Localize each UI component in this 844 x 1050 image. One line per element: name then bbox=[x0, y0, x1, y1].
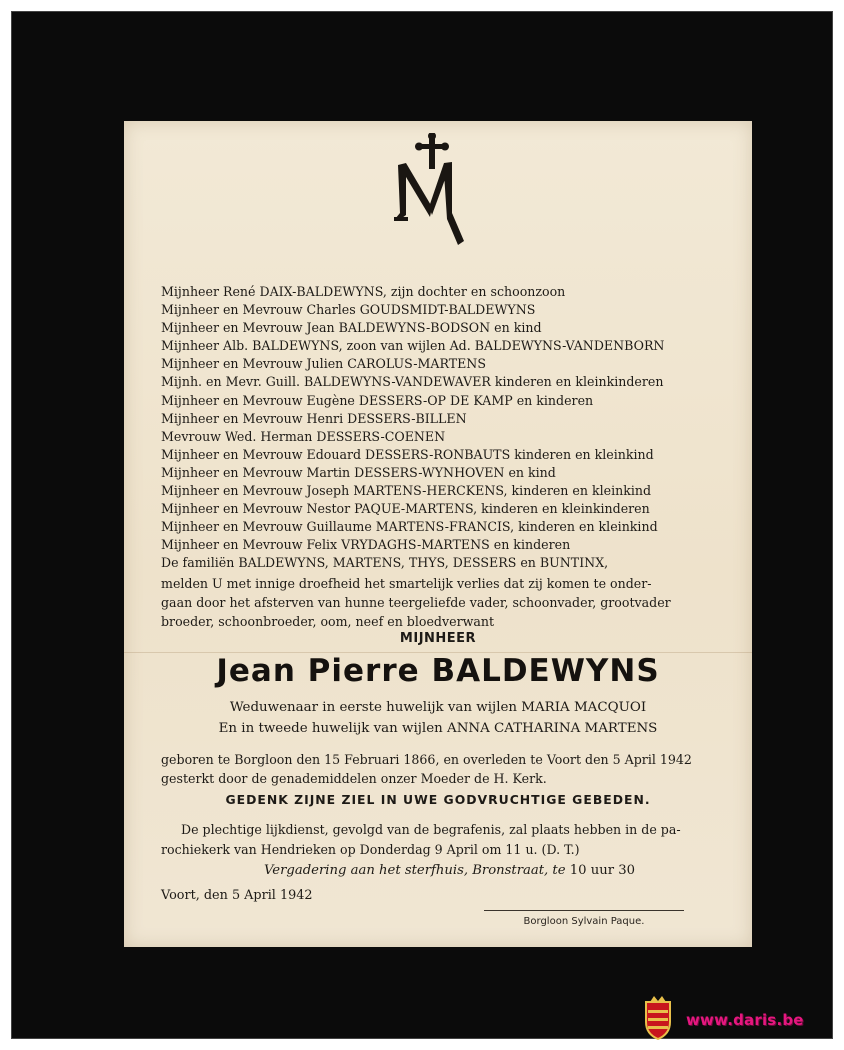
relative-line: Mijnheer en Mevrouw Jean BALDEWYNS-BODSON en kind bbox=[161, 320, 542, 336]
relative-line: Mijnheer en Mevrouw Henri DESSERS-BILLEN bbox=[161, 410, 467, 426]
relative-line: Mijnheer René DAIX-BALDEWYNS, zijn dochter en schoonzoon bbox=[161, 284, 566, 299]
service-line: De plechtige lijkdienst, gevolgd van de begrafenis, zal plaats hebben in de pa- bbox=[181, 822, 681, 837]
relative-line: Mijnheer en Mevrouw Edouard DESSERS-RONBAUTS kinderen en kleinkind bbox=[161, 446, 654, 462]
relative-line: Mijnh. en Mevr. Guill. BALDEWYNS-VANDEWAVER kinderen en kleinkinderen bbox=[161, 374, 664, 390]
announcement-paragraph bbox=[161, 574, 709, 631]
place-date: Voort, den 5 April 1942 bbox=[161, 888, 313, 903]
site-watermark bbox=[640, 996, 830, 1042]
gathering-text: Vergadering aan het sterfhuis, Bronstraat, te bbox=[264, 863, 566, 878]
relative-line: Mijnheer en Mevrouw Nestor PAQUE-MARTENS, kinderen en kleinkinderen bbox=[161, 501, 650, 517]
relative-line: Mijnheer en Mevrouw Martin DESSERS-WYNHOVEN en kind bbox=[161, 464, 556, 480]
marriage-first: Weduwenaar in eerste huwelijk van wijlen MARIA MACQUOI bbox=[229, 700, 647, 715]
relative-line: Mijnheer en Mevrouw Guillaume MARTENS-FRANCIS, kinderen en kleinkind bbox=[161, 519, 658, 535]
black-mat-frame bbox=[11, 11, 833, 1039]
gathering-time: 10 uur 30 bbox=[569, 863, 635, 878]
prayer-request: GEDENK ZIJNE ZIEL IN UWE GODVRUCHTIGE GEBEDEN. bbox=[225, 792, 651, 807]
birth-death-line: geboren te Borgloon den 15 Februari 1866, en overleden te Voort den 5 April 1942 bbox=[161, 752, 692, 767]
announcement-line: melden U met innige droefheid het smartelijk verlies dat zij komen te onder- bbox=[161, 576, 652, 591]
salutation: MIJNHEER bbox=[399, 631, 477, 646]
watermark-text: www.daris.be bbox=[686, 1011, 804, 1029]
announcement-line: gaan door het afsterven van hunne teergeliefde vader, schoonvader, grootvader bbox=[161, 595, 671, 610]
gathering-info bbox=[264, 863, 635, 878]
deceased-name: Jean Pierre BALDEWYNS bbox=[216, 653, 660, 689]
printer-divider bbox=[484, 910, 684, 911]
relatives-list bbox=[161, 283, 664, 573]
marriage-second: En in tweede huwelijk van wijlen ANNA CATHARINA MARTENS bbox=[218, 721, 658, 736]
marian-monogram-icon bbox=[392, 133, 472, 248]
announcement-line: broeder, schoonbroeder, oom, neef en bloedverwant bbox=[161, 614, 495, 629]
relative-line: Mijnheer en Mevrouw Felix VRYDAGHS-MARTENS en kinderen bbox=[161, 537, 571, 553]
sacraments-line: gesterkt door de genademiddelen onzer Moeder de H. Kerk. bbox=[161, 771, 547, 786]
coat-of-arms-icon bbox=[642, 996, 674, 1040]
printer-credit: Borgloon Sylvain Paque. bbox=[523, 916, 645, 927]
funeral-service-info bbox=[161, 820, 709, 860]
relative-line: Mijnheer Alb. BALDEWYNS, zoon van wijlen Ad. BALDEWYNS-VANDENBORN bbox=[161, 338, 665, 354]
memorial-card bbox=[124, 121, 752, 947]
relative-line: Mijnheer en Mevrouw Joseph MARTENS-HERCKENS, kinderen en kleinkind bbox=[161, 483, 652, 499]
relative-line: Mevrouw Wed. Herman DESSERS-COENEN bbox=[161, 428, 446, 444]
relative-line: De familiën BALDEWYNS, MARTENS, THYS, DESSERS en BUNTINX, bbox=[161, 555, 609, 571]
service-line: rochiekerk van Hendrieken op Donderdag 9 April om 11 u. (D. T.) bbox=[161, 842, 580, 857]
relative-line: Mijnheer en Mevrouw Julien CAROLUS-MARTENS bbox=[161, 356, 486, 372]
relative-line: Mijnheer en Mevrouw Charles GOUDSMIDT-BALDEWYNS bbox=[161, 302, 536, 318]
marriage-info bbox=[124, 697, 752, 739]
birth-death-info bbox=[161, 750, 692, 788]
relative-line: Mijnheer en Mevrouw Eugène DESSERS-OP DE KAMP en kinderen bbox=[161, 392, 594, 408]
